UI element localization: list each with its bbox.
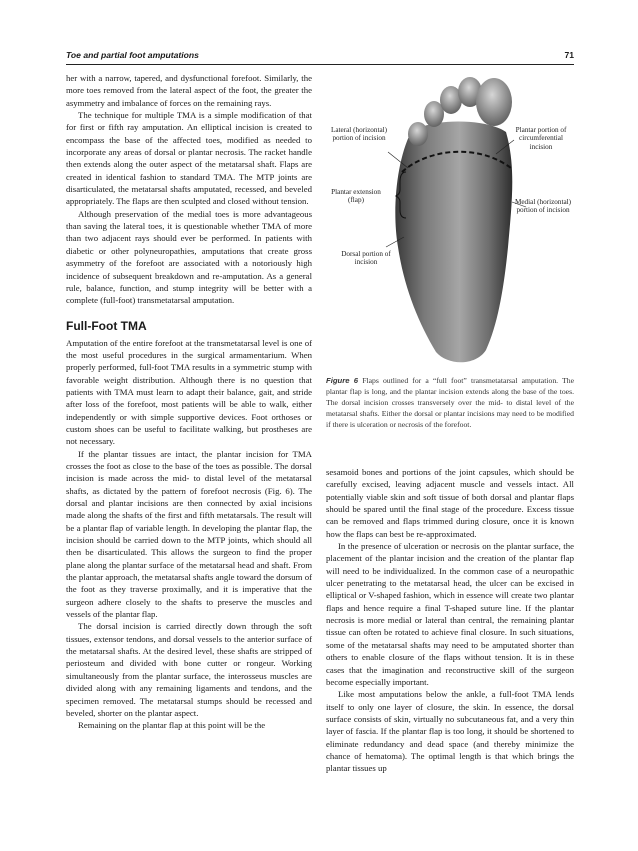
label-medial-incision: Medial (horizontal) portion of incision xyxy=(514,198,572,215)
label-plantar-portion: Plantar portion of circumferential incision xyxy=(515,126,567,151)
figure-caption-text: Flaps outlined for a “full foot” transmetatarsal amputation. The plantar flap is long, and the plantar incision extends along the base of the toes. The dorsal incision crosses transversely over the mid- to distal level of the metatarsal shafts. Either the dorsal or plantar incisions may need to be modified if there is ulceration or necrosis of the forefoot. xyxy=(326,376,575,429)
page-number: 71 xyxy=(564,50,574,60)
paragraph: The dorsal incision is carried directly down through the soft tissues, extensor tendons, and dorsal vessels to the anterior surface of the metatarsal shafts. At the desired level, these shafts are stripped of periosteum and divided with bone cutter or rongeur. Working simultaneously from the plantar surface, the interosseus muscles are divided along with any remaining ligaments and tendons, and the specimen removed. The metatarsal stumps should be recessed and beveled, shorter on the plantar aspect. xyxy=(66,621,312,718)
paragraph: Remaining on the plantar flap at this point will be the xyxy=(78,720,266,731)
figure-caption-label: Figure 6 xyxy=(326,376,359,385)
label-plantar-extension: Plantar extension (flap) xyxy=(331,188,381,205)
label-lateral-incision: Lateral (horizontal) portion of incision xyxy=(330,126,388,143)
running-title: Toe and partial foot amputations xyxy=(66,50,199,60)
figure-caption xyxy=(326,375,574,430)
foot-illustration xyxy=(326,72,574,367)
right-column xyxy=(326,466,574,775)
toe-1-shape xyxy=(476,78,512,126)
paragraph: sesamoid bones and portions of the joint capsules, which should be carefully excised, leaving adjacent muscle and vessels intact. All potentially viable skin and soft tissue of both dorsal and plantar flaps should be spared until the final stage of the procedure. Excess tissue can be removed and flaps trimmed during closure, once it is known how the flaps can best be re-approximated. xyxy=(326,467,574,539)
left-column xyxy=(66,72,312,732)
paragraph: In the presence of ulceration or necrosis on the plantar surface, the placement of the plantar incision and the creation of the plantar flap will need to be individualized. In the common case of a neuropathic ulcer penetrating to the metatarsal head, the ulcer can be excised in elliptical or V-shaped fashion, which in essence will create two plantar flaps and hence require a final T-shaped suture line. If the plantar necrosis is more medial or lateral than central, the remaining plantar tissue can often be rotated to achieve final closure. In such situations, some of the metatarsal shafts may need to be amputated shorter than others to enable closure of the flaps without tension. It is in these cases that the imagination and reconstructive skill of the surgeon become especially important. xyxy=(326,541,574,687)
label-dorsal-incision: Dorsal portion of incision xyxy=(341,250,391,267)
paragraph: Although preservation of the medial toes is more advantageous than saving the lateral toes, it is questionable whether TMA of more than two adjacent rays should ever be performed. In patients with diabetic or other polyneuropathies, amputations that create gross asymmetry of the forefoot are associated with a notoriously high incidence of subsequent breakdown and re-amputation. As a general rule, balance, function, and stump integrity will be better with a complete (full-foot) transmetatarsal amputation. xyxy=(66,208,312,306)
figure-6 xyxy=(326,72,574,367)
paragraph: Amputation of the entire forefoot at the transmetatarsal level is one of the most useful procedures in the surgical armamentarium. When properly performed, full-foot TMA results in a symmetric stump with favorable weight distribution. Although there is no question that patients with TMA must learn to adapt their balance, gait, and stride after loss of the forefoot, most patients will be able to walk, either independently or with simple supportive devices. Foot orthoses or custom shoes can be useful to facilitate walking, but prostheses are not necessary. xyxy=(66,337,312,447)
section-heading: Full-Foot TMA xyxy=(66,318,147,333)
toe-5-shape xyxy=(408,122,428,146)
paragraph: The technique for multiple TMA is a simple modification of that for first or fifth ray amputation. An elliptical incision is created to encompass the base of the affected toes, modified as needed to incorporate any areas of dorsal or plantar necrosis. The racket handle then extends along the outer aspect of the metatarsal shaft. Flaps are created in identical fashion to standard TMA. The MTP joints are disarticulated, the metatarsal shafts amputated, recessed, and beveled appropriately. The flaps are then sculpted and closed without tension. xyxy=(66,110,312,207)
paragraph: Like most amputations below the ankle, a full-foot TMA lends itself to only one layer of closure, the skin. In essence, the dorsal surface consists of skin, virtually no subcutaneous fat, and a very thin layer of fascia. If the plantar flap is too long, it should be shortened to eliminate redundancy and dead space (and thereby minimize the chance of hematoma). The optimal length is that which brings the plantar tissues up xyxy=(326,689,574,774)
paragraph: If the plantar tissues are intact, the plantar incision for TMA crosses the foot as close to the base of the toes as possible. The dorsal incision is made across the mid- to distal level of the metatarsal shafts, as dictated by the pattern of forefoot necrosis (Fig. 6). The dorsal and plantar incisions are then connected by axial incisions made along the shafts of the first and fifth metatarsals. The result will be a plantar flap of variable length. In developing the plantar flap, the incision should be carried down to the MTP joints, which should all then be disarticulated. This allows the surgeon to find the proper plane along the plantar surface of the metatarsal head and shaft. From the plantar approach, the metatarsal shafts angle toward the dorsum of the foot as they traverse proximally, and it is imperative that the surgeon adhere closely to the shafts to preserve the muscles and vessels of the plantar flap. xyxy=(66,448,312,620)
paragraph: her with a narrow, tapered, and dysfunctional forefoot. Similarly, the more toes removed from the lateral aspect of the foot, the greater the asymmetry and imbalance of forces on the remaining rays. xyxy=(66,73,312,108)
running-header xyxy=(66,50,574,65)
